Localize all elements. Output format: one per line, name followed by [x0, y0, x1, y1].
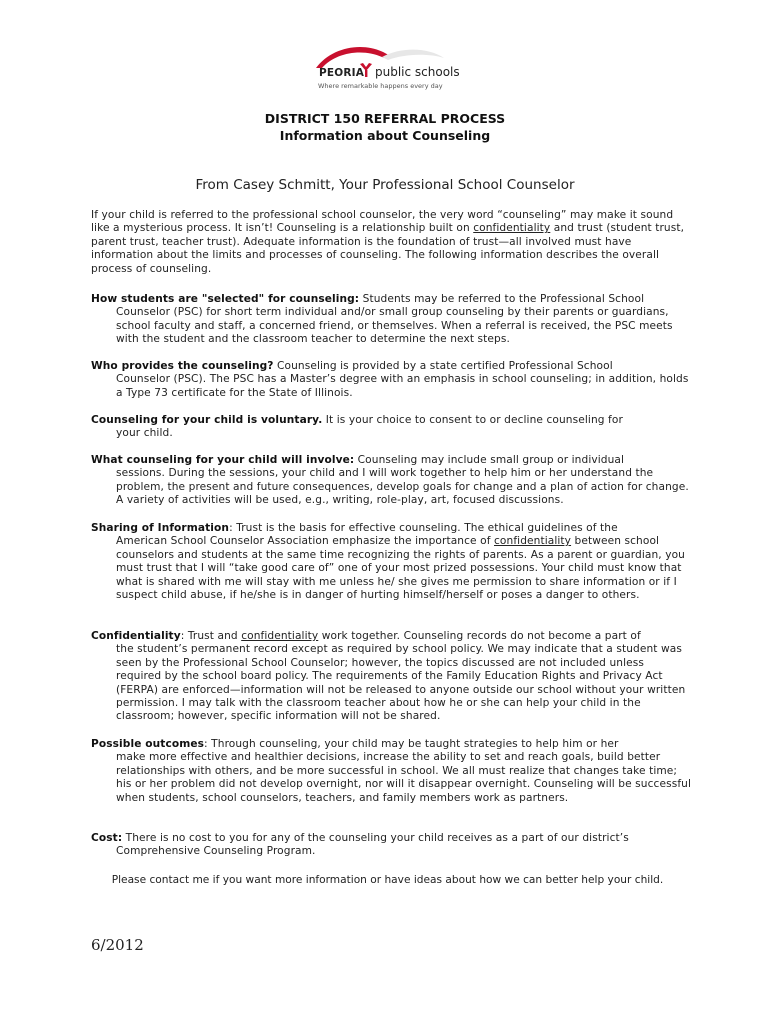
- section-body: Comprehensive Counseling Program.: [116, 845, 316, 858]
- section-selected: [91, 293, 691, 347]
- confidentiality-link[interactable]: confidentiality: [494, 535, 572, 548]
- section-body: sessions. During the sessions, your child and I will work together to help him or her understand the problem, the present and future consequences, develop goals for change and a plan of action for change. A variety of activities will be used, e.g., writing, role-play, art, focused discussions.: [116, 467, 689, 507]
- page-title: DISTRICT 150 REFERRAL PROCESS: [264, 111, 506, 126]
- section-heading: Sharing of Information: [91, 522, 230, 534]
- section-first-line: Counseling may include small group or individual: [354, 454, 625, 466]
- section-body-text-2: between school counselors and students at the same time recognizing the rights of parents. As a parent or guardian, you must trust that I will “take good care of” one of your most prized possessions. Your child must know that what is shared with me will stay with me unless he/ she gives me permission to share information or if I suspect child abuse, if he/she is in danger of hurting himself/herself or poses a danger to others.: [116, 535, 685, 602]
- section-heading: Counseling for your child is voluntary.: [91, 414, 323, 426]
- section-heading: Who provides the counseling?: [91, 360, 274, 372]
- logo-peoria-text: PEORIA: [319, 67, 365, 79]
- section-confidentiality: [91, 630, 691, 724]
- intro-text-2: and trust (student trust, parent trust, teacher trust). Adequate information is the foundation of trust—all involved must have information about the limits and processes of counseling. The following information describes the overall process of counseling.: [91, 222, 685, 275]
- peoria-public-schools-logo: [312, 42, 462, 94]
- section-first-line: It is your choice to consent to or decline counseling for: [322, 414, 623, 426]
- section-body: Counselor (PSC) for short term individual and/or small group counseling by their parents or guardians, school faculty and staff, a concerned friend, or themselves. When a referral is received, the PSC meets with the student and the classroom teacher to determine the next steps.: [116, 306, 673, 346]
- section-first-line: Students may be referred to the Professional School: [359, 293, 645, 305]
- section-first-line: There is no cost to you for any of the counseling your child receives as a part of our district’s: [122, 832, 629, 844]
- section-heading: Possible outcomes: [91, 738, 205, 750]
- section-involve: [91, 454, 691, 508]
- section-body: [91, 535, 691, 602]
- section-sharing: [91, 522, 691, 602]
- logo-public-schools-text: public schools: [375, 65, 460, 79]
- section-voluntary: [91, 414, 691, 441]
- section-provides: [91, 360, 691, 400]
- section-body: the student’s permanent record except as required by school policy. We may indicate that a student was seen by the Professional School Counselor; however, the topics discussed are not included unless required by the school board policy. The requirements of the Family Education Rights and Privacy Act (FERPA) are enforced—information will not be released to anyone outside our school without your written permission. I may talk with the classroom teacher about how he or she can help your child in the classroom; however, specific information will not be shared.: [116, 643, 686, 723]
- section-heading: Confidentiality: [91, 630, 181, 642]
- section-first-line-2: work together. Counseling records do not become a part of: [318, 630, 641, 642]
- section-outcomes: [91, 738, 691, 805]
- section-first-line: Counseling is provided by a state certified Professional School: [273, 360, 613, 372]
- section-body-text-1: American School Counselor Association emphasize the importance of: [116, 535, 494, 548]
- section-heading: What counseling for your child will involve:: [91, 454, 355, 466]
- page-subtitle: Information about Counseling: [279, 128, 491, 143]
- confidentiality-link[interactable]: confidentiality: [241, 630, 319, 642]
- logo-figure-icon: [359, 62, 373, 78]
- document-date: 6/2012: [91, 936, 144, 954]
- section-body: Counselor (PSC). The PSC has a Master’s degree with an emphasis in school counseling; in addition, holds a Type 73 certificate for the State of Illinois.: [116, 373, 689, 399]
- logo-tagline: Where remarkable happens every day: [318, 82, 443, 90]
- intro-text-1: If your child is referred to the professional school counselor, the very word “counseling” may make it sound like a mysterious process. It isn’t! Counseling is a relationship built on: [91, 209, 674, 235]
- section-body: make more effective and healthier decisions, increase the ability to set and reach goals, build better relationships with others, and be more successful in school. We all must realize that changes take time; his or her problem did not develop overnight, nor will it disappear overnight. Counseling will be successful when students, school counselors, teachers, and family members work as partners.: [116, 751, 692, 804]
- section-cost: [91, 832, 691, 859]
- section-heading: How students are "selected" for counseling:: [91, 293, 360, 305]
- section-first-line: : Trust is the basis for effective counseling. The ethical guidelines of the: [229, 522, 618, 534]
- section-heading: Cost:: [91, 832, 123, 844]
- section-first-line-1: : Trust and: [180, 630, 242, 642]
- confidentiality-link[interactable]: confidentiality: [473, 222, 551, 235]
- section-body: your child.: [116, 427, 173, 440]
- author-line: From Casey Schmitt, Your Professional School Counselor: [195, 177, 575, 193]
- section-first-line: : Through counseling, your child may be taught strategies to help him or her: [204, 738, 619, 750]
- intro-paragraph: [91, 209, 691, 276]
- closing-note: Please contact me if you want more information or have ideas about how we can better help your child.: [111, 874, 664, 886]
